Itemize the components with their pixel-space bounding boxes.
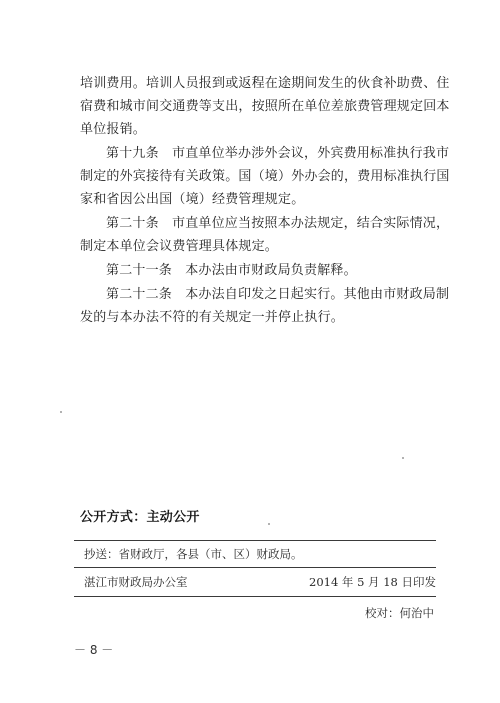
divider-middle	[74, 567, 436, 568]
cc-line: 抄送：省财政厅，各县（市、区）财政局。	[84, 547, 303, 561]
scan-speck	[60, 411, 62, 413]
document-body	[80, 72, 450, 329]
issuing-office: 湛江市财政局办公室	[84, 575, 188, 589]
paragraph-article-20: 第二十条 市直单位应当按照本办法规定，结合实际情况，制定本单位会议费管理具体规定。	[80, 216, 450, 254]
disclosure-method: 公开方式：主动公开	[80, 510, 200, 525]
paragraph-article-21: 第二十一条 本办法由市财政局负责解释。	[106, 263, 357, 278]
scan-speck	[268, 523, 270, 525]
issue-date: 2014 年 5 月 18 日印发	[309, 575, 436, 589]
paragraph-article-22: 第二十二条 本办法自印发之日起实行。其他由市财政局制发的与本办法不符的有关规定一并停止执行。	[80, 287, 450, 325]
proofreader: 校对：何治中	[365, 606, 434, 620]
paragraph-training-costs: 培训费用。培训人员报到或返程在途期间发生的伙食补助费、住宿费和城市间交通费等支出，按照所在单位差旅费管理规定回本单位报销。	[80, 76, 450, 137]
divider-bottom	[74, 596, 436, 597]
page-number: － 8 －	[74, 643, 114, 657]
paragraph-article-19: 第十九条 市直单位举办涉外会议，外宾费用标准执行我市制定的外宾接待有关政策。国（境）外办会的，费用标准执行国家和省因公出国（境）经费管理规定。	[80, 146, 450, 207]
divider-top	[74, 540, 436, 541]
scan-speck	[402, 457, 404, 459]
